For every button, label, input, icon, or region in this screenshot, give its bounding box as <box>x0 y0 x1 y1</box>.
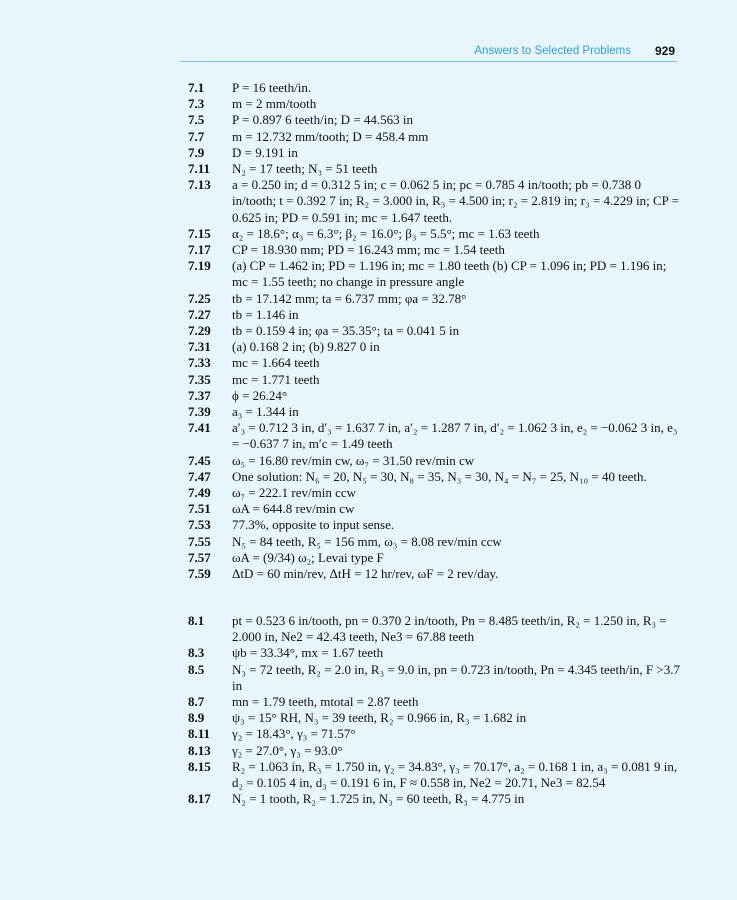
answer-text: tb = 17.142 mm; ta = 6.737 mm; φa = 32.78° <box>232 290 467 306</box>
problem-number: 8.11 <box>188 726 211 742</box>
answer-item <box>188 96 688 112</box>
problem-number: 7.27 <box>188 306 211 322</box>
problem-number: 8.3 <box>188 645 205 661</box>
answer-text: N₂ = 17 teeth; N₃ = 51 teeth <box>232 161 378 177</box>
problem-number: 7.1 <box>188 80 205 95</box>
problem-number: 8.13 <box>188 742 211 758</box>
answer-text: m = 2 mm/tooth <box>232 96 317 112</box>
answer-text: R₂ = 1.063 in, R₃ = 1.750 in, γ₂ = 34.83°, γ₃ = 70.17°, a₂ = 0.168 1 in, a₃ = 0.081 9 in, d₂ = 0.105 4 in, d₃ = 0.191 6 in, F ≈ 0.558 in, Ne2 = 20.71, Ne3 = 82.54 <box>232 758 678 791</box>
answer-text: P = 0.897 6 teeth/in; D = 44.563 in <box>232 112 414 128</box>
answer-item <box>188 242 688 258</box>
running-title: Answers to Selected Problems <box>474 45 631 57</box>
answer-text: a = 0.250 in; d = 0.312 5 in; c = 0.062 5 in; pc = 0.785 4 in/tooth; pb = 0.738 0 in/tooth; t = 0.392 7 in; R₂ = 3.000 in, R₃ = 4.500 in; r₂ = 2.819 in; r₃ = 4.229 in; CP = 0.625 in; PD = 0.591 in; mc = 1.647 teeth. <box>232 177 679 225</box>
answer-text: tb = 0.159 4 in; φa = 35.35°; ta = 0.041 5 in <box>232 323 460 339</box>
answer-text: N₅ = 84 teeth, R₅ = 156 mm, ω₃ = 8.08 rev/min ccw <box>232 533 502 549</box>
answer-item <box>188 355 688 371</box>
answer-text: ΔtD = 60 min/rev, ΔtH = 12 hr/rev, ωF = 2 rev/day. <box>232 566 499 582</box>
answer-text: m = 12.732 mm/tooth; D = 458.4 mm <box>232 128 429 144</box>
problem-number: 7.37 <box>188 387 211 403</box>
answer-text: ωA = (9/34) ω₂; Levai type F <box>232 549 384 565</box>
problem-number: 8.15 <box>188 758 211 774</box>
problem-number: 8.7 <box>188 694 205 710</box>
problem-number: 7.45 <box>188 452 211 468</box>
page-header <box>177 43 677 61</box>
answer-item <box>188 759 688 791</box>
answer-item <box>188 404 688 420</box>
problem-number: 7.47 <box>188 468 211 484</box>
answer-item <box>188 485 688 501</box>
answer-item <box>188 550 688 566</box>
answer-item <box>188 258 688 290</box>
problem-number: 7.17 <box>188 242 211 258</box>
answer-item <box>188 501 688 517</box>
answer-text: CP = 18.930 mm; PD = 16.243 mm; mc = 1.54 teeth <box>232 242 505 258</box>
answer-item <box>188 566 688 582</box>
answer-text: mc = 1.771 teeth <box>232 371 320 387</box>
answer-text: ψb = 33.34°, mx = 1.67 teeth <box>232 645 384 661</box>
problem-number: 7.25 <box>188 290 211 306</box>
answer-item <box>188 517 688 533</box>
answer-text: γ₂ = 18.43°, γ₃ = 71.57° <box>232 726 356 742</box>
page-number: 929 <box>654 44 675 58</box>
answer-item <box>188 662 688 694</box>
answer-item <box>188 726 688 742</box>
answer-item <box>188 743 688 759</box>
answer-item <box>188 534 688 550</box>
answer-text: 77.3%, opposite to input sense. <box>232 517 395 533</box>
answer-item <box>188 339 688 355</box>
problem-number: 8.17 <box>188 791 211 807</box>
problem-number: 7.33 <box>188 355 211 371</box>
problem-number: 8.1 <box>188 613 205 628</box>
problem-number: 7.9 <box>188 144 205 160</box>
problem-number: 8.9 <box>188 710 205 726</box>
answer-text: ω₇ = 222.1 rev/min ccw <box>232 485 357 501</box>
chapter-7-answers <box>188 80 688 582</box>
answer-item <box>188 145 688 161</box>
answer-item <box>188 226 688 242</box>
chapter-8-answers <box>188 613 688 807</box>
answer-item <box>188 420 688 452</box>
problem-number: 7.19 <box>188 258 211 274</box>
answer-text: N₃ = 72 teeth, R₂ = 2.0 in, R₃ = 9.0 in, pn = 0.723 in/tooth, Pn = 4.345 teeth/in, F >3.7 in <box>232 661 680 693</box>
problem-number: 7.29 <box>188 323 211 339</box>
answer-text: ψ₃ = 15° RH, N₃ = 39 teeth, R₂ = 0.966 in, R₃ = 1.682 in <box>232 710 527 726</box>
answer-item <box>188 388 688 404</box>
answer-text: ωA = 644.8 rev/min cw <box>232 501 355 517</box>
answer-text: α₂ = 18.6°; α₃ = 6.3°; β₂ = 16.0°; β₃ = 5.5°; mc = 1.63 teeth <box>232 225 540 241</box>
problem-number: 7.59 <box>188 566 211 582</box>
problem-number: 7.41 <box>188 420 211 436</box>
problem-number: 7.55 <box>188 533 211 549</box>
problem-number: 7.7 <box>188 128 205 144</box>
problem-number: 7.15 <box>188 225 211 241</box>
problem-number: 7.5 <box>188 112 205 128</box>
answer-text: P = 16 teeth/in. <box>232 80 312 95</box>
answer-item <box>188 129 688 145</box>
answer-text: One solution: N₆ = 20, N₅ = 30, N₈ = 35, N₃ = 30, N₄ = N₇ = 25, N₁₀ = 40 teeth. <box>232 468 647 484</box>
answer-text: ϕ = 26.24° <box>232 387 288 403</box>
answer-text: pt = 0.523 6 in/tooth, pn = 0.370 2 in/tooth, Pn = 8.485 teeth/in, R₂ = 1.250 in, R₃ = 2.000 in, Ne2 = 42.43 teeth, Ne3 = 67.88 teeth <box>232 613 667 645</box>
answer-text: γ₂ = 27.0°, γ₃ = 93.0° <box>232 742 343 758</box>
answer-text: (a) CP = 1.462 in; PD = 1.196 in; mc = 1.80 teeth (b) CP = 1.096 in; PD = 1.196 in; mc = 1.55 teeth; no change in pressure angle <box>232 258 667 290</box>
problem-number: 7.35 <box>188 371 211 387</box>
answer-item <box>188 161 688 177</box>
problem-number: 7.53 <box>188 517 211 533</box>
answer-text: D = 9.191 in <box>232 144 298 160</box>
answer-item <box>188 291 688 307</box>
answer-item <box>188 323 688 339</box>
answer-item <box>188 694 688 710</box>
answer-item <box>188 112 688 128</box>
answer-item <box>188 453 688 469</box>
answer-item <box>188 307 688 323</box>
header-rule <box>180 61 677 62</box>
answer-item <box>188 710 688 726</box>
problem-number: 7.13 <box>188 177 211 193</box>
answer-item <box>188 372 688 388</box>
answer-text: tb = 1.146 in <box>232 306 299 322</box>
problem-number: 7.57 <box>188 549 211 565</box>
answer-text: (a) 0.168 2 in; (b) 9.827 0 in <box>232 339 380 355</box>
answer-item <box>188 613 688 645</box>
answer-item <box>188 645 688 661</box>
answer-text: a′₃ = 0.712 3 in, d′₃ = 1.637 7 in, a′₂ = 1.287 7 in, d′₂ = 1.062 3 in, e₂ = −0.062 3 in, e₃ = −0.637 7 in, m′c = 1.49 teeth <box>232 420 678 452</box>
answer-item <box>188 791 688 807</box>
answer-text: mc = 1.664 teeth <box>232 355 320 371</box>
problem-number: 7.49 <box>188 485 211 501</box>
answer-text: ω₅ = 16.80 rev/min cw, ω₇ = 31.50 rev/min cw <box>232 452 475 468</box>
answer-item <box>188 469 688 485</box>
problem-number: 7.3 <box>188 96 205 112</box>
problem-number: 7.11 <box>188 161 211 177</box>
answer-text: a₃ = 1.344 in <box>232 404 299 420</box>
problem-number: 8.5 <box>188 661 205 677</box>
answer-text: mn = 1.79 teeth, mtotal = 2.87 teeth <box>232 694 419 710</box>
problem-number: 7.39 <box>188 404 211 420</box>
answer-item <box>188 80 688 96</box>
answer-text: N₂ = 1 tooth, R₂ = 1.725 in, N₃ = 60 teeth, R₃ = 4.775 in <box>232 791 525 807</box>
answer-item <box>188 177 688 226</box>
problem-number: 7.51 <box>188 501 211 517</box>
problem-number: 7.31 <box>188 339 211 355</box>
